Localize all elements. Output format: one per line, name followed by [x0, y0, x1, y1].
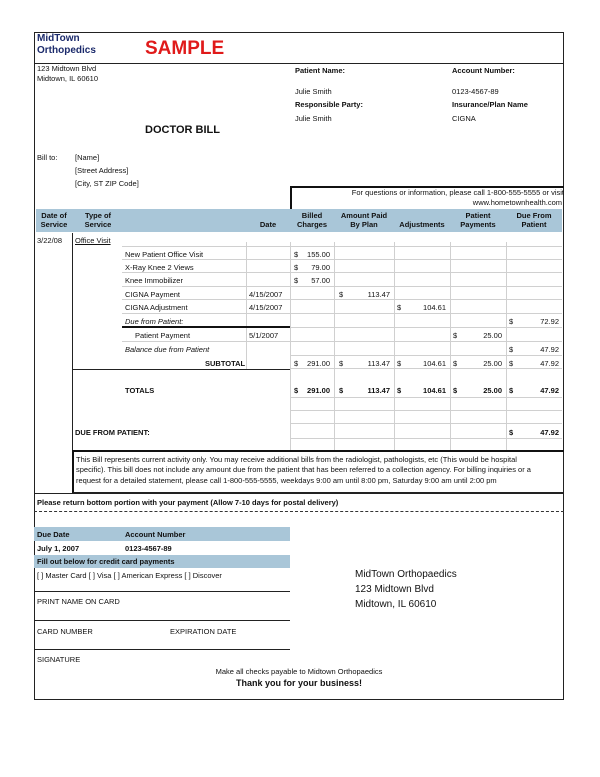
currency-sign: $	[294, 386, 299, 395]
row-payment: 25.00	[483, 331, 502, 340]
row-billed: 79.00	[311, 263, 330, 272]
plan-name: CIGNA	[452, 114, 476, 123]
totals-payment: 25.00	[483, 386, 502, 395]
row-desc: X-Ray Knee 2 Views	[125, 263, 194, 272]
print-name-label: PRINT NAME ON CARD	[37, 597, 120, 606]
totals-label: TOTALS	[125, 386, 155, 395]
patient-name: Julie Smith	[295, 87, 332, 96]
bill-to-name: [Name]	[75, 153, 100, 162]
row-paid: 113.47	[367, 290, 390, 299]
row-desc: CIGNA Adjustment	[125, 303, 188, 312]
currency-sign: $	[453, 331, 458, 340]
currency-sign: $	[509, 428, 514, 437]
mail-to-address1: 123 Midtown Blvd	[355, 584, 434, 595]
row-desc: CIGNA Payment	[125, 290, 181, 299]
account-number: 0123-4567-89	[452, 87, 499, 96]
company-name-line2: Orthopedics	[37, 45, 96, 56]
currency-sign: $	[509, 345, 514, 354]
totals-due: 47.92	[540, 386, 559, 395]
mail-to-address	[355, 567, 457, 612]
currency-sign: $	[339, 386, 344, 395]
row-due: 47.92	[540, 345, 559, 354]
subtotal-adjust: 104.61	[423, 359, 446, 368]
remit-account-label: Account Number	[125, 530, 186, 539]
th-due-from-patient: Due From Patient	[516, 211, 552, 229]
bill-to-label: Bill to:	[37, 153, 58, 162]
remit-account-number: 0123-4567-89	[125, 544, 172, 553]
expiration-date-label: EXPIRATION DATE	[170, 627, 237, 636]
expiration-date-field[interactable]	[168, 637, 290, 649]
company-address-2: Midtown, IL 60610	[37, 74, 99, 83]
currency-sign: $	[339, 359, 344, 368]
card-number-label: CARD NUMBER	[37, 627, 93, 636]
th-adjustments: Adjustments	[399, 220, 445, 229]
questions-link[interactable]: www.hometownhealth.com	[472, 198, 562, 207]
th-date-of-service: Date of Service	[40, 211, 68, 229]
card-header: Fill out below for credit card payments	[37, 557, 175, 566]
row-desc: Balance due from Patient	[125, 345, 210, 354]
due-date-label: Due Date	[37, 530, 70, 539]
signature-label: SIGNATURE	[37, 655, 81, 664]
currency-sign: $	[294, 276, 299, 285]
currency-sign: $	[294, 263, 299, 272]
doc-title: DOCTOR BILL	[145, 124, 220, 136]
th-billed-charges: Billed Charges	[296, 211, 327, 229]
print-name-field[interactable]	[34, 608, 290, 620]
mail-to-address2: Midtown, IL 60610	[355, 599, 437, 610]
subtotal-paid: 113.47	[367, 359, 390, 368]
row-date: 4/15/2007	[249, 303, 283, 312]
currency-sign: $	[509, 386, 514, 395]
totals-paid: 113.47	[367, 386, 390, 395]
currency-sign: $	[397, 359, 402, 368]
row-adjust: 104.61	[423, 303, 446, 312]
row-desc: Patient Payment	[135, 331, 191, 340]
row-desc: Due from Patient:	[125, 317, 184, 326]
card-number-field[interactable]	[34, 637, 164, 649]
responsible-party: Julie Smith	[295, 114, 332, 123]
return-instructions: Please return bottom portion with your payment (Allow 7-10 days for postal delivery)	[37, 498, 339, 507]
company-address-1: 123 Midtown Blvd	[37, 64, 97, 73]
account-number-label: Account Number:	[452, 66, 515, 75]
plan-name-label: Insurance/Plan Name	[452, 100, 528, 109]
thank-you: Thank you for your business!	[235, 678, 363, 688]
currency-sign: $	[294, 250, 299, 259]
currency-sign: $	[453, 359, 458, 368]
company-name-line1: MidTown	[37, 33, 80, 44]
subtotal-label: SUBTOTAL	[205, 359, 246, 368]
row-due: 72.92	[540, 317, 559, 326]
totals-billed: 291.00	[307, 386, 330, 395]
note-line3: request for a detailed statement, please call 1-800-555-5555, weekdays 9:00 am until 8:00 pm, Saturday 9:00 am until 2:00 pm	[76, 476, 497, 485]
mail-to-name: MidTown Orthopaedics	[355, 569, 457, 580]
company-name	[37, 33, 96, 57]
note-line2: specific). This bill does not include any amount due from the patient that has been referred to a collection agency. For billing inquiries or a	[76, 465, 531, 474]
currency-sign: $	[397, 303, 402, 312]
questions-line1: For questions or information, please call 1-800-555-5555 or visit	[351, 188, 564, 197]
checks-payable-note: Make all checks payable to Midtown Orthopaedics	[215, 667, 383, 676]
patient-name-label: Patient Name:	[295, 66, 346, 75]
currency-sign: $	[339, 290, 344, 299]
service-date: 3/22/08	[37, 236, 63, 245]
currency-sign: $	[397, 386, 402, 395]
th-date: Date	[259, 220, 277, 229]
due-from-patient-label: DUE FROM PATIENT:	[75, 428, 150, 437]
bill-to-street: [Street Address]	[75, 166, 129, 175]
th-amount-paid: Amount Paid By Plan	[340, 211, 388, 229]
due-date: July 1, 2007	[37, 544, 80, 553]
subtotal-due: 47.92	[540, 359, 559, 368]
service-type: Office Visit	[75, 236, 111, 245]
note-line1: This Bill represents current activity only. You may receive additional bills from the radiologist, pathologists, etc (This would be hospital	[76, 455, 517, 464]
th-patient-payments: Patient Payments	[460, 211, 496, 229]
row-date: 4/15/2007	[249, 290, 283, 299]
currency-sign: $	[294, 359, 299, 368]
subtotal-payment: 25.00	[483, 359, 502, 368]
row-desc: Knee Immobilizer	[125, 276, 183, 285]
row-date: 5/1/2007	[249, 331, 279, 340]
th-type-of-service: Type of Service	[84, 211, 112, 229]
currency-sign: $	[509, 317, 514, 326]
row-billed: 155.00	[307, 250, 330, 259]
card-type-options[interactable]: [ ] Master Card [ ] Visa [ ] American Express [ ] Discover	[37, 571, 222, 580]
currency-sign: $	[453, 386, 458, 395]
totals-adjust: 104.61	[423, 386, 446, 395]
row-desc: New Patient Office Visit	[125, 250, 204, 259]
responsible-party-label: Responsible Party:	[295, 100, 363, 109]
row-billed: 57.00	[311, 276, 330, 285]
currency-sign: $	[509, 359, 514, 368]
due-from-patient-amount: 47.92	[540, 428, 559, 437]
bill-to-city: [City, ST ZIP Code]	[75, 179, 139, 188]
sample-stamp: SAMPLE	[145, 38, 225, 59]
subtotal-billed: 291.00	[307, 359, 330, 368]
